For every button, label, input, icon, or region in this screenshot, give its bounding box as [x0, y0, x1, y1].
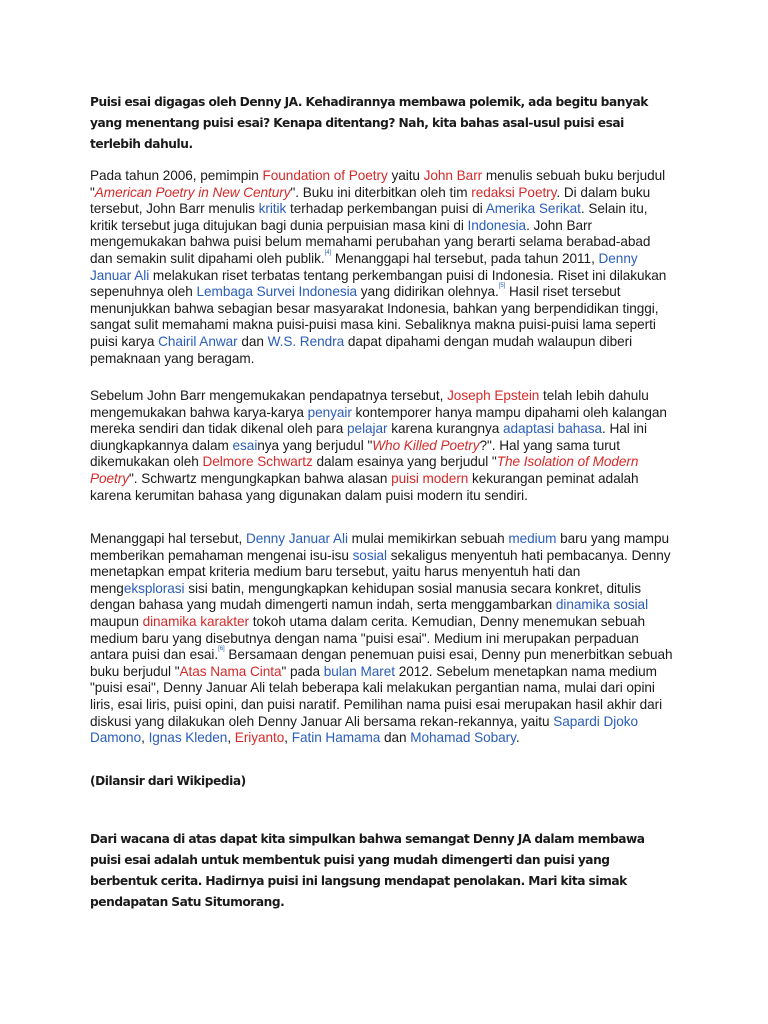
link-kritik[interactable]: kritik [258, 201, 287, 217]
text-span: karena kurangnya [387, 421, 503, 437]
source-note [90, 771, 246, 792]
text-span: dan [380, 730, 411, 746]
link-penyair[interactable]: penyair [307, 404, 352, 420]
text-span: ". Buku ini diterbitkan oleh tim [290, 184, 472, 200]
link-dinamika-sosial[interactable]: dinamika sosial [555, 597, 649, 613]
text-span: , [141, 730, 149, 746]
link-ignas-kleden[interactable]: Ignas Kleden [148, 730, 228, 746]
text-span: 2012. Sebelum menetapkan nama medium "puisi esai", Denny Januar Ali telah beberapa kali melakukan pergantian nama, mulai dari opini liris, esai liris, puisi opini, dan puisi naratif. Pemilihan nama puisi esai merupakan hasil akhir dari diskusi yang dilakukan oleh Denny Januar Ali bersama rekan-rekannya, yaitu [90, 663, 663, 729]
text-span: menulis sebuah buku berjudul " [90, 168, 666, 200]
paragraph-history [90, 168, 676, 367]
link-amerika-serikat[interactable]: Amerika Serikat [485, 201, 581, 217]
link-medium[interactable]: medium [508, 531, 557, 546]
text-span: dapat dipahami dengan mudah walaupun diberi pemaknaan yang beragam. [90, 333, 633, 366]
text-span: . John Barr mengemukakan bahwa puisi belum memahami perubahan yang berarti selama berabad-abad dan semakin sulit dipahami oleh publik. [90, 217, 651, 266]
link-who-killed-poetry[interactable]: Who Killed Poetry [372, 437, 480, 453]
text-span: maupun [90, 613, 143, 629]
text-span: yang didirikan olehnya. [357, 284, 499, 300]
text-span: , [284, 730, 292, 746]
link-eriyanto[interactable]: Eriyanto [234, 730, 285, 746]
text-span: Bersamaan dengan penemuan puisi esai, Denny pun menerbitkan sebuah buku berjudul " [90, 647, 673, 679]
link-mohamad-sobary[interactable]: Mohamad Sobary [410, 730, 516, 746]
text-span: . Selain itu, kritik tersebut juga ditujukan bagi dunia perpuisian masa kini di [90, 201, 648, 233]
link-delmore-schwartz[interactable]: Delmore Schwartz [202, 454, 313, 470]
text-span: . [515, 730, 520, 746]
link-joseph-epstein[interactable]: Joseph Epstein [447, 388, 540, 403]
text-span: . Hal ini diungkapkannya dalam [90, 421, 647, 453]
link-lembaga-survei-indonesia[interactable]: Lembaga Survei Indonesia [196, 284, 358, 300]
link-foundation-of-poetry[interactable]: Foundation of Poetry [262, 168, 388, 183]
text-span: ?". Hal yang sama turut dikemukakan oleh [90, 437, 620, 470]
link-isolation-of-modern-poetry[interactable]: The Isolation of Modern Poetry [90, 454, 639, 486]
link-adaptasi-bahasa[interactable]: adaptasi bahasa [503, 421, 603, 437]
reference-5[interactable]: [5] [498, 283, 506, 290]
link-denny-januar-ali[interactable]: Denny Januar Ali [245, 531, 348, 546]
link-indonesia[interactable]: Indonesia [467, 217, 527, 233]
text-span: kontemporer hanya mampu dipahami oleh kalangan mereka sendiri dan tidak dikenal oleh para [90, 404, 667, 437]
text-span: nya yang berjudul " [257, 437, 373, 453]
text-span: dan [237, 333, 268, 349]
link-atas-nama-cinta[interactable]: Atas Nama Cinta [179, 663, 282, 679]
text-span: Sebelum John Barr mengemukakan pendapatnya tersebut, [90, 388, 448, 403]
text-span: tokoh utama dalam cerita. Kemudian, Denny menemukan sebuah medium baru yang disebutnya dengan nama "puisi esai". Medium ini merupakan perpaduan antara puisi dan esai. [90, 613, 646, 663]
link-pelajar[interactable]: pelajar [347, 421, 388, 437]
text-span: kekurangan peminat adalah karena kerumitan bahasa yang digunakan dalam puisi modern itu sendiri. [90, 470, 639, 503]
link-sosial[interactable]: sosial [352, 547, 388, 563]
text-span: sekaligus menyentuh hati pembacanya. Denny menetapkan empat kriteria medium baru tersebut, yaitu harus menyentuh hati dan meng [90, 547, 671, 596]
text-span: Menanggapi hal tersebut, [90, 531, 246, 546]
link-puisi-modern[interactable]: puisi modern [391, 470, 469, 486]
intro-text: Puisi esai digagas oleh Denny JA. Kehadirannya membawa polemik, ada begitu banyak yang menentang puisi esai? Kenapa ditentang? Nah, kita bahas asal-usul puisi esai terlebih dahulu. [90, 95, 648, 151]
link-sapardi-djoko-damono[interactable]: Sapardi Djoko Damono [90, 713, 638, 746]
link-esai[interactable]: esai [232, 437, 258, 453]
text-span: " pada [281, 663, 324, 679]
paragraph-denny-response [90, 531, 676, 747]
link-denny-januar-ali[interactable]: Denny Januar Ali [90, 250, 638, 283]
link-ws-rendra[interactable]: W.S. Rendra [267, 333, 345, 349]
text-span: baru yang mampu memberikan pemahaman mengenai isu-isu [90, 531, 669, 563]
link-eksplorasi[interactable]: eksplorasi [123, 580, 185, 596]
link-john-barr[interactable]: John Barr [423, 168, 483, 183]
text-span: . Di dalam buku tersebut, John Barr menulis [90, 184, 651, 217]
paragraph-epstein [90, 388, 676, 504]
conclusion-text: Dari wacana di atas dapat kita simpulkan bahwa semangat Denny JA dalam membawa puisi esai adalah untuk membentuk puisi yang mudah dimengerti dan puisi yang berbentuk cerita. Hadirnya puisi ini langsung mendapat penolakan. Mari kita simak pendapatan Satu Situmorang. [90, 832, 645, 909]
text-span: Menanggapi hal tersebut, pada tahun 2011, [331, 250, 599, 266]
reference-4[interactable]: [4] [324, 249, 332, 256]
link-redaksi-poetry[interactable]: redaksi Poetry [471, 184, 557, 200]
text-span: mulai memikirkan sebuah [347, 531, 509, 546]
conclusion-paragraph [90, 829, 676, 913]
link-dinamika-karakter[interactable]: dinamika karakter [142, 613, 249, 629]
text-span: melakukan riset terbatas tentang perkembangan puisi di Indonesia. Riset ini dilakukan sepenuhnya oleh [90, 267, 667, 300]
link-fatin-hamama[interactable]: Fatin Hamama [291, 730, 381, 746]
text-span: yaitu [387, 168, 424, 183]
text-span: Pada tahun 2006, pemimpin [90, 168, 263, 183]
intro-paragraph [90, 92, 676, 155]
source-text: (Dilansir dari Wikipedia) [90, 774, 246, 788]
link-american-poetry-in-new-century[interactable]: American Poetry in New Century [94, 184, 291, 200]
reference-6[interactable]: [6] [218, 646, 225, 653]
text-span: dalam esainya yang berjudul " [312, 454, 497, 470]
text-span: , [227, 730, 235, 746]
link-bulan-maret[interactable]: bulan Maret [323, 663, 396, 679]
link-chairil-anwar[interactable]: Chairil Anwar [158, 333, 238, 349]
text-span: ". Schwartz mengungkapkan bahwa alasan [129, 470, 392, 486]
text-span: Hasil riset tersebut menunjukkan bahwa sebagian besar masyarakat Indonesia, bahkan yang berpendidikan tinggi, sangat sulit memahami makna puisi-puisi masa kini. Sebaliknya makna puisi-puisi lama seperti puisi karya [90, 284, 659, 349]
text-span: telah lebih dahulu mengemukakan bahwa karya-karya [90, 388, 649, 420]
text-span: terhadap perkembangan puisi di [286, 201, 486, 217]
text-span: sisi batin, mengungkapkan kehidupan sosial manusia secara konkret, ditulis dengan bahasa yang mudah dimengerti namun indah, serta menggambarkan [90, 580, 641, 613]
